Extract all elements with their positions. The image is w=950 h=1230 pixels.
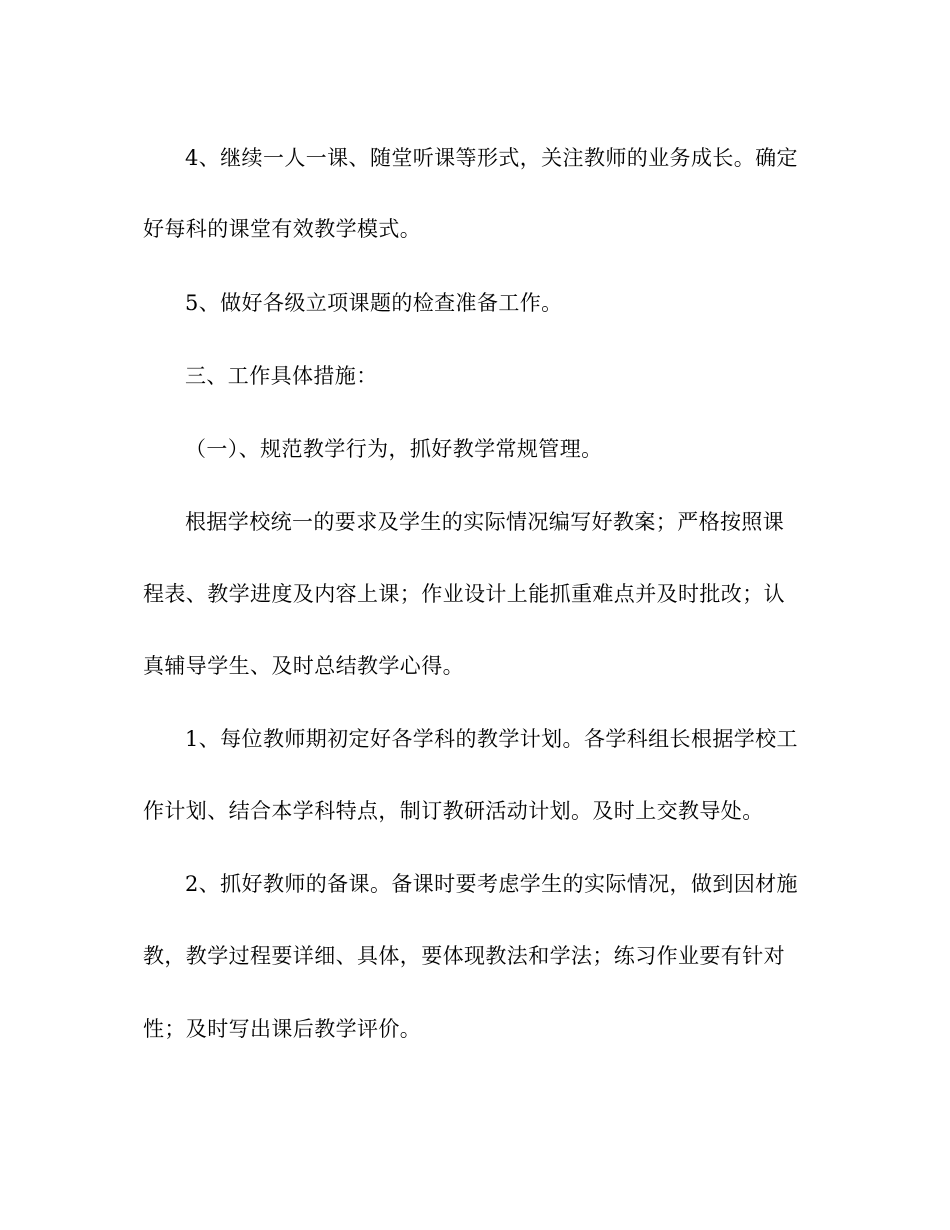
- paragraph-item-4-line-2: 好每科的课堂有效教学模式。: [143, 217, 422, 241]
- paragraph-item-4-line-1: 4、继续一人一课、随堂听课等形式，关注教师的业务成长。确定: [185, 146, 798, 170]
- paragraph-point-2-line-2: 教，教学过程要详细、具体，要体现教法和学法；练习作业要有针对: [143, 944, 785, 968]
- paragraph-intro-line-3: 真辅导学生、及时总结教学心得。: [143, 654, 464, 678]
- paragraph-point-1-line-1: 1、每位教师期初定好各学科的教学计划。各学科组长根据学校工: [185, 727, 798, 751]
- paragraph-point-2-line-3: 性；及时写出课后教学评价。: [143, 1017, 422, 1041]
- paragraph-intro-line-1: 根据学校统一的要求及学生的实际情况编写好教案；严格按照课: [185, 510, 785, 534]
- paragraph-point-2-line-1: 2、抓好教师的备课。备课时要考虑学生的实际情况，做到因材施: [185, 872, 798, 896]
- section-heading-3: 三、工作具体措施：: [185, 364, 378, 388]
- paragraph-intro-line-2: 程表、教学进度及内容上课；作业设计上能抓重难点并及时批改；认: [143, 582, 785, 606]
- subsection-heading-1: （一）、规范教学行为，抓好教学常规管理。: [185, 437, 603, 461]
- paragraph-item-5: 5、做好各级立项课题的检查准备工作。: [185, 291, 563, 315]
- paragraph-point-1-line-2: 作计划、结合本学科特点，制订教研活动计划。及时上交教导处。: [143, 799, 764, 823]
